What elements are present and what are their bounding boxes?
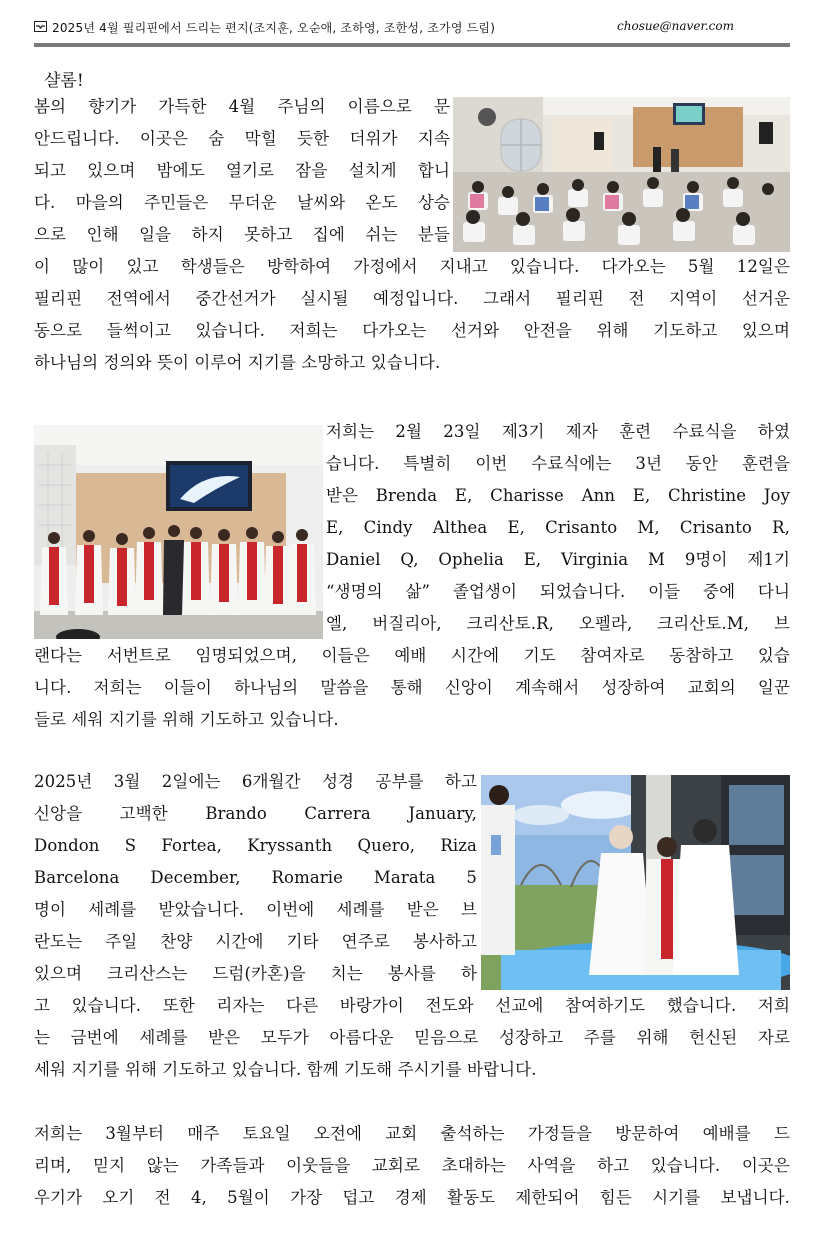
paragraph-line: 되고 있으며 밤에도 열기로 잠을 설치게 합니 — [34, 161, 450, 180]
paragraph-line: 이 많이 있고 학생들은 방학하여 가정에서 지내고 있습니다. 다가오는 5월 12일은 — [34, 257, 790, 276]
header-title: 2025년 4월 필리핀에서 드리는 편지(조지훈, 오순애, 조하영, 조한성, 조가영 드림) — [52, 21, 496, 35]
paragraph-line: Barcelona December, Romarie Marata 5 — [34, 868, 477, 887]
paragraph-2 — [34, 416, 790, 736]
paragraph-line: 저희는 2월 23일 제3기 제자 훈련 수료식을 하였 — [326, 422, 790, 441]
paragraph-line: 들로 세워 지기를 위해 기도하고 있습니다. — [34, 710, 339, 729]
paragraph-line: 고 있습니다. 또한 리자는 다른 바랑가이 전도와 선교에 참여하기도 했습니다. 저희 — [34, 996, 790, 1015]
paragraph-1 — [34, 91, 790, 379]
paragraph-line: 우기가 오기 전 4, 5월이 가장 덥고 경제 활동도 제한되어 힘든 시기를 보냅니다. — [34, 1188, 790, 1207]
paragraph-line: 랜다는 서번트로 임명되었으며, 이들은 예배 시간에 기도 참여자로 동참하고 있습 — [34, 646, 790, 665]
header-rule — [34, 43, 790, 47]
paragraph-line: 받은 Brenda E, Charisse Ann E, Christine Joy — [326, 486, 790, 505]
paragraph-line: 명이 세례를 받았습니다. 이번에 세례를 받은 브 — [34, 900, 477, 919]
paragraph-line: 하나님의 정의와 뜻이 이루어 지기를 소망하고 있습니다. — [34, 353, 441, 372]
paragraph-line: 있으며 크리산스는 드럼(카혼)을 치는 봉사를 하 — [34, 964, 477, 983]
paragraph-line: Dondon S Fortea, Kryssanth Quero, Riza — [34, 836, 477, 855]
paragraph-line: 세워 지기를 위해 기도하고 있습니다. 함께 기도해 주시기를 바랍니다. — [34, 1060, 537, 1079]
paragraph-line: 란도는 주일 찬양 시간에 기타 연주로 봉사하고 — [34, 932, 477, 951]
paragraph-line: 2025년 3월 2일에는 6개월간 성경 공부를 하고 — [34, 772, 477, 791]
header-email: chosue@naver.com — [617, 19, 734, 33]
paragraph-4 — [34, 1118, 790, 1214]
greeting: 샬롬! — [44, 71, 84, 91]
paragraph-line: 는 금번에 세례를 받은 모두가 아름다운 믿음으로 성장하고 주를 위해 헌신된 자로 — [34, 1028, 790, 1047]
paragraph-line: Daniel Q, Ophelia E, Virginia M 9명이 제1기 — [326, 550, 790, 569]
paragraph-line: E, Cindy Althea E, Crisanto M, Crisanto R, — [326, 518, 790, 537]
paragraph-line: 필리핀 전역에서 중간선거가 실시될 예정입니다. 그래서 필리핀 전 지역이 선거운 — [34, 289, 790, 308]
paragraph-line: 습니다. 특별히 이번 수료식에는 3년 동안 훈련을 — [326, 454, 790, 473]
paragraph-line: “생명의 삶” 졸업생이 되었습니다. 이들 중에 다니 — [326, 582, 790, 601]
page-header — [34, 16, 790, 42]
paragraph-line: 으로 인해 일을 하지 못하고 집에 쉬는 분들 — [34, 225, 450, 244]
paragraph-line: 니다. 저희는 이들이 하나님의 말씀을 통해 신앙이 계속해서 성장하여 교회의 일꾼 — [34, 678, 790, 697]
paragraph-line: 봄의 향기가 가득한 4월 주님의 이름으로 문 — [34, 97, 450, 116]
paragraph-line: 동으로 들썩이고 있습니다. 저희는 다가오는 선거와 안전을 위해 기도하고 있으며 — [34, 321, 790, 340]
paragraph-line: 엘, 버질리아, 크리산토.R, 오펠라, 크리산토.M, 브 — [326, 614, 790, 633]
paragraph-line: 안드립니다. 이곳은 숨 막힐 듯한 더위가 지속 — [34, 129, 450, 148]
paragraph-line: 신앙을 고백한 Brando Carrera January, — [34, 804, 477, 823]
paragraph-line: 리며, 믿지 않는 가족들과 이웃들을 교회로 초대하는 사역을 하고 있습니다. 이곳은 — [34, 1156, 790, 1175]
inbox-tray-icon — [34, 21, 47, 32]
paragraph-line: 다. 마을의 주민들은 무더운 날씨와 온도 상승 — [34, 193, 450, 212]
paragraph-3 — [34, 766, 790, 1086]
paragraph-line: 저희는 3월부터 매주 토요일 오전에 교회 출석하는 가정들을 방문하여 예배를 드 — [34, 1124, 790, 1143]
